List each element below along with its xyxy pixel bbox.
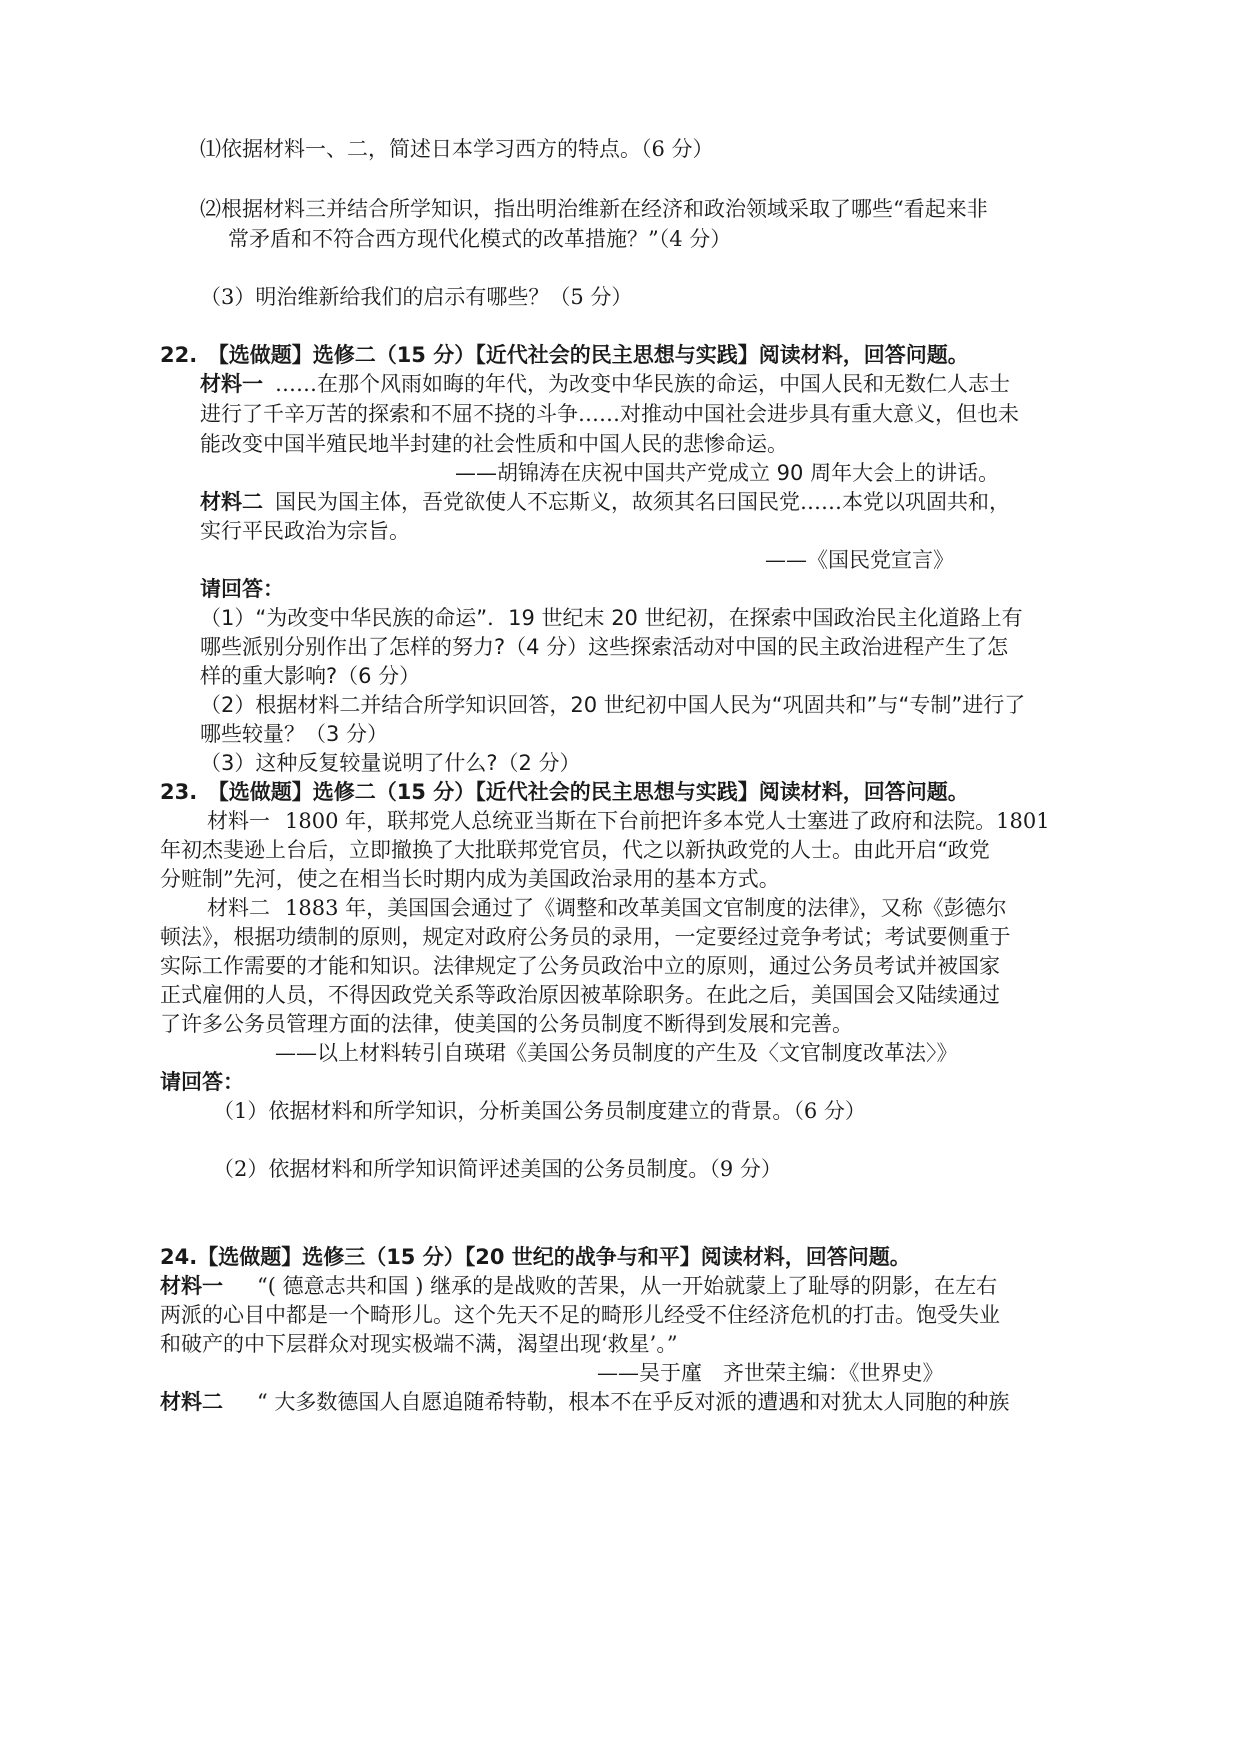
q21-question-3: （3）明治维新给我们的启示有哪些？（5 分） <box>200 285 633 309</box>
q22-answer-1-line-1: （1）“为改变中华民族的命运”．19 世纪末 20 世纪初，在探索中国政治民主化道路上有 <box>200 606 1023 630</box>
q22-material-2-label: 材料二 <box>200 490 263 514</box>
q24-heading: 24.【选做题】选修三（15 分）【20 世纪的战争与和平】阅读材料，回答问题。 <box>160 1245 911 1269</box>
q22-answer-1-line-3: 样的重大影响?（6 分） <box>200 664 421 688</box>
q22-material-1-line-2: 进行了千辛万苦的探索和不屈不挠的斗争……对推动中国社会进步具有重大意义，但也未 <box>200 402 1019 426</box>
q24-material-1-label: 材料一 <box>160 1274 223 1298</box>
q22-material-1-line-3: 能改变中国半殖民地半封建的社会性质和中国人民的悲惨命运。 <box>200 432 788 456</box>
q24-material-1-line-1: “( 德意志共和国 ) 继承的是战败的苦果，从一开始就蒙上了耻辱的阴影，在左右 <box>257 1274 998 1298</box>
q21-question-2-line-2: 常矛盾和不符合西方现代化模式的改革措施？”（4 分） <box>228 227 732 251</box>
q23-material-1-line-3: 分赃制”先河，使之在相当长时期内成为美国政治录用的基本方式。 <box>160 867 780 891</box>
q23-material-1-label: 材料一 <box>207 809 270 833</box>
q23-material-2-label: 材料二 <box>207 896 270 920</box>
q23-material-1-line-2: 年初杰斐逊上台后，立即撤换了大批联邦党官员，代之以新执政党的人士。由此开启“政党 <box>160 838 990 862</box>
q21-question-1: ⑴依据材料一、二，简述日本学习西方的特点。（6 分） <box>200 137 714 161</box>
q24-material-1-line-3: 和破产的中下层群众对现实极端不满，渴望出现‘救星’。” <box>160 1332 678 1356</box>
q23-answer-2: （2）依据材料和所学知识简评述美国的公务员制度。（9 分） <box>213 1157 782 1181</box>
q24-material-1-source: ——吴于廑 齐世荣主编：《世界史》 <box>597 1361 944 1385</box>
q22-material-2-line-1: 国民为国主体，吾党欲使人不忘斯义，故须其名曰国民党……本党以巩固共和， <box>275 490 1010 514</box>
q22-material-2-line-2: 实行平民政治为宗旨。 <box>200 519 410 543</box>
q23-material-1-line-1: 1800 年，联邦党人总统亚当斯在下台前把许多本党人士塞进了政府和法院。1801 <box>285 809 1050 833</box>
q22-heading: 22. 【选做题】选修二（15 分）【近代社会的民主思想与实践】阅读材料，回答问题。 <box>160 343 969 367</box>
q22-ask-label: 请回答： <box>200 577 284 601</box>
q24-material-2-label: 材料二 <box>160 1390 223 1414</box>
q23-answer-1: （1）依据材料和所学知识，分析美国公务员制度建立的背景。（6 分） <box>213 1099 866 1123</box>
q23-material-2-line-3: 实际工作需要的才能和知识。法律规定了公务员政治中立的原则，通过公务员考试并被国家 <box>160 954 1000 978</box>
q24-material-1-line-2: 两派的心目中都是一个畸形儿。这个先天不足的畸形儿经受不住经济危机的打击。饱受失业 <box>160 1303 1000 1327</box>
q22-material-2-source: ——《国民党宣言》 <box>765 548 954 572</box>
q22-answer-3: （3）这种反复较量说明了什么?（2 分） <box>200 751 581 775</box>
q23-material-2-line-4: 正式雇佣的人员，不得因政党关系等政治原因被革除职务。在此之后，美国国会又陆续通过 <box>160 983 1000 1007</box>
q24-material-2-line-1: “ 大多数德国人自愿追随希特勒，根本不在乎反对派的遭遇和对犹太人同胞的种族 <box>257 1390 1010 1414</box>
q23-source: ——以上材料转引自瑛珺《美国公务员制度的产生及〈文官制度改革法〉》 <box>275 1041 958 1065</box>
q23-material-2-line-5: 了许多公务员管理方面的法律，使美国的公务员制度不断得到发展和完善。 <box>160 1012 853 1036</box>
q22-material-1-source: ——胡锦涛在庆祝中国共产党成立 90 周年大会上的讲话。 <box>455 461 1000 485</box>
q23-heading: 23. 【选做题】选修二（15 分）【近代社会的民主思想与实践】阅读材料，回答问题。 <box>160 780 969 804</box>
q23-material-2-line-2: 顿法》，根据功绩制的原则，规定对政府公务员的录用，一定要经过竞争考试；考试要侧重于 <box>160 925 1011 949</box>
q21-question-2-line-1: ⑵根据材料三并结合所学知识，指出明治维新在经济和政治领域采取了哪些“看起来非 <box>200 197 988 221</box>
q23-material-2-line-1: 1883 年，美国国会通过了《调整和改革美国文官制度的法律》，又称《彭德尔 <box>285 896 1007 920</box>
q22-answer-1-line-2: 哪些派别分别作出了怎样的努力?（4 分）这些探索活动对中国的民主政治进程产生了怎 <box>200 635 1009 659</box>
q23-ask-label: 请回答： <box>160 1070 244 1094</box>
q22-material-1-label: 材料一 <box>200 372 263 396</box>
q22-answer-2-line-2: 哪些较量？（3 分） <box>200 722 389 746</box>
q22-answer-2-line-1: （2）根据材料二并结合所学知识回答，20 世纪初中国人民为“巩固共和”与“专制”进行了 <box>200 693 1026 717</box>
q22-material-1-line-1: ……在那个风雨如晦的年代，为改变中华民族的命运，中国人民和无数仁人志士 <box>275 372 1010 396</box>
